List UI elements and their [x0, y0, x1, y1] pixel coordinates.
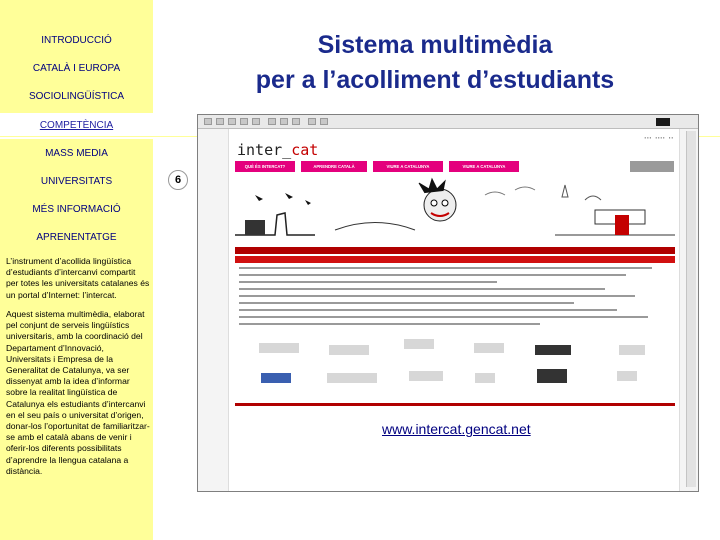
intercat-navbar [235, 161, 675, 173]
mail-icon [308, 118, 316, 125]
intercat-nav-1: QUÈ ÉS INTERCAT? [235, 161, 295, 172]
intercat-nav-5 [630, 161, 674, 172]
nav-item-mass-media[interactable]: MASS MEDIA [45, 148, 108, 159]
intercat-page [228, 129, 680, 492]
intercat-university-logos [239, 339, 669, 399]
title-line-2: per a l’acolliment d’estudiants [255, 66, 615, 94]
intercat-text-block [239, 267, 669, 330]
browser-toolbar [198, 115, 698, 129]
intercat-top-links: ▪ ▪ ▪ ▪ ▪ ▪ ▪ ▪ ▪ [644, 135, 673, 140]
intercat-nav-4: VIURE A CATALUNYA [449, 161, 519, 172]
nav-item-sociolinguistica[interactable]: SOCIOLINGÜÍSTICA [28, 91, 124, 102]
intercat-nav-2: APRENDRE CATALÀ [301, 161, 367, 172]
forward-icon [216, 118, 224, 125]
refresh-icon [240, 118, 248, 125]
description-paragraph-2: Aquest sistema multimèdia, elaborat pel conjunt de serveis lingüístics universitaris, amb la coordinació del Departament d’Innovació, Universitats i Empresa de la Generalitat de Catalunya, va ser dissenyat amb la idea d’informar sobre la realitat lingüística de Catalunya els estudiants d’intercanvi en el seu país o universitat d’origen, donar-los l’oportunitat de familiaritzar-se amb el català abans de venir i oferir-los diferents possibilitats d’aprendre la llengua catalana a distància. [6, 309, 150, 476]
browser-logo-icon [656, 118, 670, 126]
intercat-footer-bar [235, 403, 675, 406]
home-icon [252, 118, 260, 125]
print-icon [320, 118, 328, 125]
nav-item-catala-i-europa[interactable]: CATALÀ I EUROPA [32, 63, 121, 74]
intercat-illustration [235, 175, 675, 245]
nav-item-introduccio[interactable]: INTRODUCCIÓ [41, 35, 112, 46]
page-title [200, 28, 670, 98]
history-icon [292, 118, 300, 125]
intercat-red-bar [235, 247, 675, 254]
page-number: 6 [168, 170, 188, 190]
intercat-logo: inter_cat [237, 141, 319, 159]
nav-item-mes-informacio[interactable]: MÉS INFORMACIÓ [32, 204, 121, 215]
intercat-section-bar [235, 256, 675, 263]
intercat-url-link[interactable]: www.intercat.gencat.net [382, 421, 531, 437]
favorites-icon [280, 118, 288, 125]
nav-item-competencia[interactable]: COMPETÈNCIA [39, 120, 114, 131]
stop-icon [228, 118, 236, 125]
search-icon [268, 118, 276, 125]
back-icon [204, 118, 212, 125]
title-line-1: Sistema multimèdia [317, 31, 553, 59]
nav-item-aprenentatge[interactable]: APRENENTATGE [36, 232, 117, 243]
description-paragraph-1: L’instrument d’acollida lingüística d’estudiants d’intercanvi compartit per totes les universitats catalanes és un portal d’Internet: l’intercat. [6, 256, 150, 300]
nav-item-universitats[interactable]: UNIVERSITATS [40, 176, 113, 187]
intercat-nav-3: VIURE A CATALUNYA [373, 161, 443, 172]
browser-scrollbar [686, 131, 696, 487]
